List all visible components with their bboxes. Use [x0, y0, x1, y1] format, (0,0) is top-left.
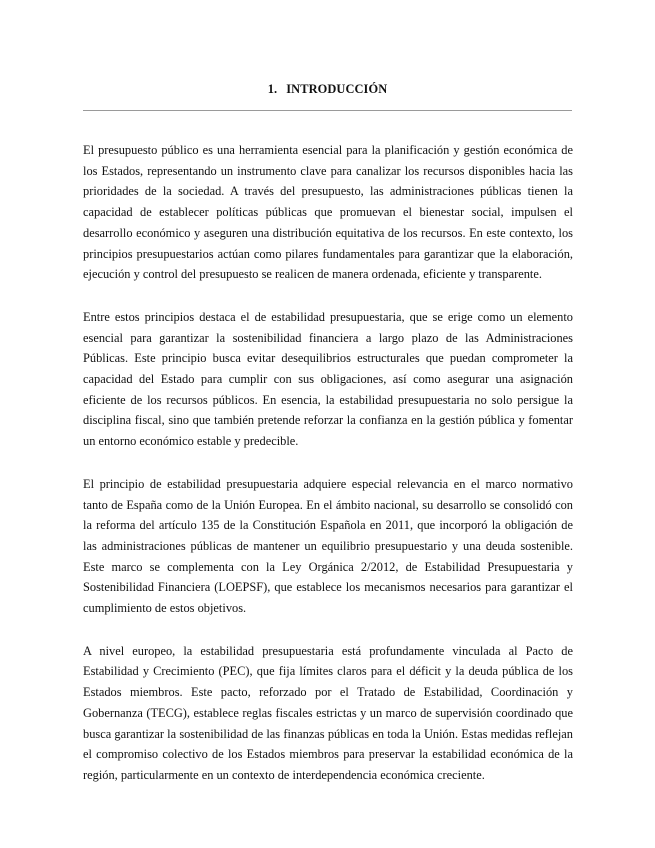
body-text — [83, 140, 573, 808]
section-heading — [0, 82, 655, 97]
paragraph-3: El principio de estabilidad presupuestaria adquiere especial relevancia en el marco normativo tanto de España como de la Unión Europea. En el ámbito nacional, su desarrollo se consolidó con la reforma del artículo 135 de la Constitución Española en 2011, que incorporó la obligación de las administraciones públicas de mantener un equilibrio presupuestario y una deuda sostenible. Este marco se complementa con la Ley Orgánica 2/2012, de Estabilidad Presupuestaria y Sostenibilidad Financiera (LOEPSF), que establece los mecanismos necesarios para garantizar el cumplimiento de estos objetivos. — [83, 476, 573, 616]
paragraph-4: A nivel europeo, la estabilidad presupuestaria está profundamente vinculada al Pacto de Estabilidad y Crecimiento (PEC), que fija límites claros para el déficit y la deuda pública de los Estados miembros. Este pacto, reforzado por el Tratado de Estabilidad, Coordinación y Gobernanza (TECG), establece reglas fiscales estrictas y un marco de supervisión coordinado que busca garantizar la sostenibilidad de las finanzas públicas en toda la Unión. Estas medidas reflejan el compromiso colectivo de los Estados miembros para preservar la estabilidad económica de la región, particularmente en un contexto de interdependencia económica creciente. — [83, 643, 573, 782]
heading-divider — [83, 110, 572, 111]
paragraph-2: Entre estos principios destaca el de estabilidad presupuestaria, que se erige como un elemento esencial para garantizar la sostenibilidad financiera a largo plazo de las Administraciones Públicas. Este principio busca evitar desequilibrios estructurales que puedan comprometer la capacidad del Estado para cumplir con sus obligaciones, así como asegurar una asignación eficiente de los recursos públicos. En esencia, la estabilidad presupuestaria no solo persigue la disciplina fiscal, sino que también pretende reforzar la confianza en la gestión pública y fomentar un entorno económico estable y predecible. — [83, 309, 573, 449]
section-title: INTRODUCCIÓN — [286, 82, 388, 96]
paragraph-1: El presupuesto público es una herramienta esencial para la planificación y gestión económica de los Estados, representando un instrumento clave para canalizar los recursos disponibles hacia las prioridades de la sociedad. A través del presupuesto, las administraciones públicas tienen la capacidad de establecer políticas públicas que promuevan el bienestar social, impulsen el desarrollo económico y aseguren una distribución equitativa de los recursos. En este contexto, los principios presupuestarios actúan como pilares fundamentales para garantizar que la elaboración, ejecución y control del presupuesto se realicen de manera ordenada, eficiente y transparente. — [83, 143, 573, 282]
section-number: 1. — [267, 82, 278, 96]
